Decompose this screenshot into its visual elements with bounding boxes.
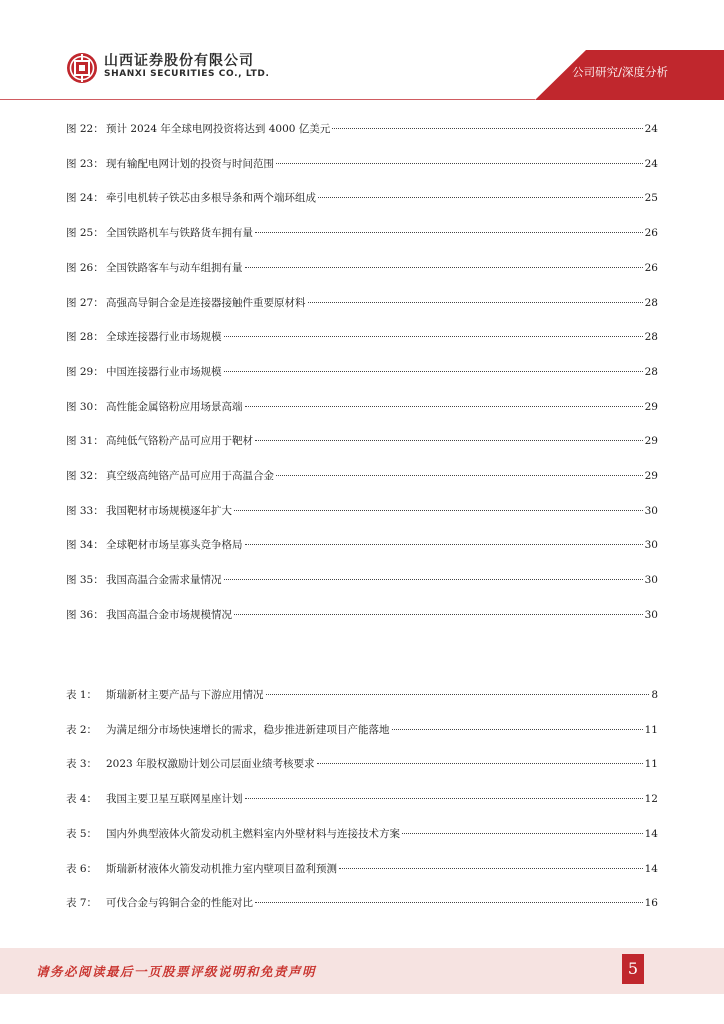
entry-label: 图 35： [66,574,104,587]
dot-leader [234,604,643,615]
entry-label: 图 30： [66,400,104,413]
entry-title: 现有输配电网计划的投资与时间范围 [106,157,274,170]
entry-page-number: 14 [644,862,658,875]
entry-page-number: 29 [644,400,658,413]
table-entry[interactable] [66,894,658,912]
dot-leader [245,534,643,545]
table-entry[interactable] [66,755,658,773]
entry-page-number: 29 [644,470,658,482]
entry-title: 可伐合金与钨铜合金的性能对比 [106,897,253,910]
entry-page-number: 24 [644,123,658,135]
figure-entry[interactable] [66,224,658,242]
entry-label: 图 26： [66,261,104,274]
entry-title: 高性能金属铬粉应用场景高端 [106,400,243,413]
entry-label: 图 28： [66,331,104,344]
dot-leader [339,858,643,869]
dot-leader [224,326,643,337]
entry-label: 图 27： [66,296,104,309]
entry-title: 2023 年股权激励计划公司层面业绩考核要求 [106,758,315,771]
shanxi-securities-logo [66,52,98,84]
company-name-en: SHANXI SECURITIES CO., LTD. [104,69,270,79]
entry-label: 表 1： [66,689,98,701]
entry-label: 表 7： [66,897,98,910]
entry-title: 高强高导铜合金是连接器接触件重要原材料 [106,296,306,309]
entry-page-number: 28 [644,296,658,309]
figure-entry[interactable] [66,259,658,277]
dot-leader [255,892,643,903]
footer-disclaimer: 请务必阅读最后一页股票评级说明和免责声明 [36,964,317,979]
section-tag: 公司研究/深度分析 [572,65,668,79]
entry-title: 全国铁路机车与铁路货车拥有量 [106,227,253,240]
dot-leader [276,465,643,476]
entry-title: 预计 2024 年全球电网投资将达到 4000 亿美元 [106,123,331,135]
entry-title: 我国高温合金市场规模情况 [106,608,232,621]
entry-page-number: 25 [644,192,658,205]
table-entry[interactable] [66,721,658,739]
entry-label: 图 24： [66,192,104,205]
entry-title: 高纯低气铬粉产品可应用于靶材 [106,435,253,448]
entry-label: 表 4： [66,793,98,806]
entry-page-number: 26 [644,227,658,240]
dot-leader [255,430,643,441]
entry-label: 图 23： [66,157,104,170]
figure-entry[interactable] [66,467,658,485]
dot-leader [308,292,643,303]
entry-label: 表 6： [66,862,98,875]
entry-label: 图 34： [66,539,104,552]
entry-title: 我国靶材市场规模逐年扩大 [106,504,232,517]
entry-page-number: 14 [644,827,658,840]
page-header [0,0,724,100]
figure-entry[interactable] [66,536,658,554]
page-number: 5 [622,954,644,984]
figure-entry[interactable] [66,571,658,589]
entry-title: 斯瑞新材主要产品与下游应用情况 [106,689,264,701]
dot-leader [276,153,643,164]
entry-label: 图 33： [66,504,104,517]
entry-title: 我国主要卫星互联网星座计划 [106,793,243,806]
entry-title: 全球靶材市场呈寡头竞争格局 [106,539,243,552]
dot-leader [255,222,643,233]
dot-leader [332,118,642,129]
figure-entry[interactable] [66,398,658,416]
entry-page-number: 11 [644,758,658,771]
company-name-cn: 山西证券股份有限公司 [104,53,254,69]
figure-entry[interactable] [66,294,658,312]
entry-page-number: 28 [644,331,658,344]
entry-title: 我国高温合金需求量情况 [106,574,222,587]
entry-title: 斯瑞新材液体火箭发动机推力室内壁项目盈利预测 [106,862,337,875]
dot-leader [245,788,643,799]
figure-entry[interactable] [66,189,658,207]
dot-leader [266,684,650,695]
entry-page-number: 28 [644,365,658,378]
entry-page-number: 11 [644,723,658,736]
entry-label: 图 32： [66,470,104,482]
entry-label: 图 22： [66,123,104,135]
figure-entry[interactable] [66,155,658,173]
entry-label: 表 5： [66,827,98,840]
table-entry[interactable] [66,686,658,704]
entry-label: 表 3： [66,758,98,771]
entry-label: 表 2： [66,723,98,736]
entry-title: 全球连接器行业市场规模 [106,331,222,344]
figure-entry[interactable] [66,432,658,450]
figure-entry[interactable] [66,606,658,624]
dot-leader [317,753,643,764]
entry-page-number: 30 [644,539,658,552]
entry-page-number: 30 [644,504,658,517]
table-entry[interactable] [66,825,658,843]
figure-entry[interactable] [66,502,658,520]
entry-title: 中国连接器行业市场规模 [106,365,222,378]
entry-title: 真空级高纯铬产品可应用于高温合金 [106,470,274,482]
entry-title: 为满足细分市场快速增长的需求，稳步推进新建项目产能落地 [106,723,390,736]
entry-title: 国内外典型液体火箭发动机主燃料室内外壁材料与连接技术方案 [106,827,400,840]
entry-page-number: 29 [644,435,658,448]
table-entry[interactable] [66,860,658,878]
entry-label: 图 36： [66,608,104,621]
table-entry[interactable] [66,790,658,808]
figure-entry[interactable] [66,120,658,138]
entry-page-number: 30 [644,608,658,621]
entry-page-number: 30 [644,574,658,587]
figure-entry[interactable] [66,328,658,346]
entry-page-number: 24 [644,157,658,170]
entry-label: 图 25： [66,227,104,240]
entry-page-number: 12 [644,793,658,806]
dot-leader [392,719,643,730]
dot-leader [224,569,643,580]
entry-page-number: 16 [644,897,658,910]
dot-leader [224,361,643,372]
figure-entry[interactable] [66,363,658,381]
dot-leader [245,396,643,407]
dot-leader [318,187,643,198]
entry-title: 全国铁路客车与动车组拥有量 [106,261,243,274]
entry-page-number: 8 [651,689,658,701]
dot-leader [402,823,643,834]
entry-page-number: 26 [644,261,658,274]
entry-label: 图 31： [66,435,104,448]
entry-title: 牵引电机转子铁芯由多根导条和两个端环组成 [106,192,316,205]
dot-leader [245,257,643,268]
dot-leader [234,500,643,511]
entry-label: 图 29： [66,365,104,378]
